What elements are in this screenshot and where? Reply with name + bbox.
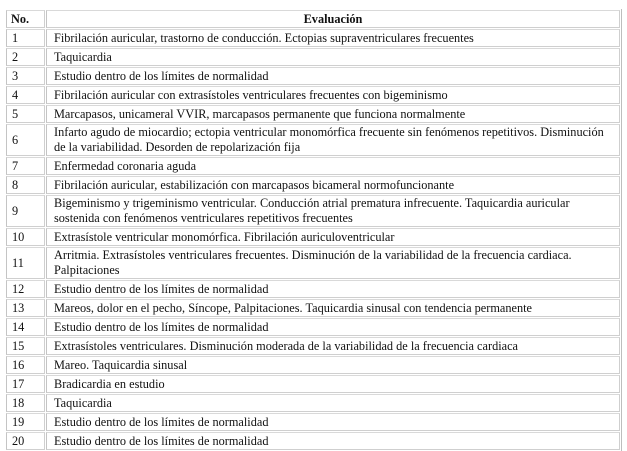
row-number: 6 bbox=[6, 124, 45, 156]
row-number: 15 bbox=[6, 337, 45, 355]
table-row bbox=[6, 413, 620, 431]
header-no: No. bbox=[6, 10, 45, 28]
row-evaluation: Extrasístoles ventriculares. Disminución moderada de la variabilidad de la frecuencia cardiaca bbox=[46, 337, 620, 355]
row-number: 16 bbox=[6, 356, 45, 374]
table-row bbox=[6, 247, 620, 279]
table-row bbox=[6, 195, 620, 227]
row-number: 11 bbox=[6, 247, 45, 279]
row-evaluation: Fibrilación auricular, estabilización con marcapasos bicameral normofuncionante bbox=[46, 176, 620, 194]
table-row bbox=[6, 280, 620, 298]
row-evaluation: Taquicardia bbox=[46, 394, 620, 412]
row-number: 12 bbox=[6, 280, 45, 298]
row-evaluation: Mareo. Taquicardia sinusal bbox=[46, 356, 620, 374]
row-number: 4 bbox=[6, 86, 45, 104]
row-evaluation: Fibrilación auricular, trastorno de conducción. Ectopias supraventriculares frecuentes bbox=[46, 29, 620, 47]
row-evaluation: Taquicardia bbox=[46, 48, 620, 66]
table-row bbox=[6, 432, 620, 450]
table-row bbox=[6, 105, 620, 123]
row-evaluation: Estudio dentro de los límites de normalidad bbox=[46, 280, 620, 298]
row-number: 14 bbox=[6, 318, 45, 336]
row-number: 17 bbox=[6, 375, 45, 393]
row-number: 9 bbox=[6, 195, 45, 227]
row-evaluation: Bigeminismo y trigeminismo ventricular. Conducción atrial prematura infrecuente. Taquicardia auricular sostenida con fenómenos ventriculares repetitivos frecuentes bbox=[46, 195, 620, 227]
table-row bbox=[6, 375, 620, 393]
row-evaluation: Infarto agudo de miocardio; ectopia ventricular monomórfica frecuente sin fenómenos repetitivos. Disminución de la variabilidad. Desorden de repolarización fija bbox=[46, 124, 620, 156]
header-evaluation: Evaluación bbox=[46, 10, 620, 28]
table-row bbox=[6, 337, 620, 355]
row-evaluation: Estudio dentro de los límites de normalidad bbox=[46, 67, 620, 85]
row-number: 13 bbox=[6, 299, 45, 317]
row-evaluation: Fibrilación auricular con extrasístoles ventriculares frecuentes con bigeminismo bbox=[46, 86, 620, 104]
row-number: 8 bbox=[6, 176, 45, 194]
row-evaluation: Enfermedad coronaria aguda bbox=[46, 157, 620, 175]
row-number: 18 bbox=[6, 394, 45, 412]
row-evaluation: Marcapasos, unicameral VVIR, marcapasos permanente que funciona normalmente bbox=[46, 105, 620, 123]
row-number: 1 bbox=[6, 29, 45, 47]
table-row bbox=[6, 299, 620, 317]
row-evaluation: Arritmia. Extrasístoles ventriculares frecuentes. Disminución de la variabilidad de la frecuencia cardiaca. Palpitaciones bbox=[46, 247, 620, 279]
row-number: 5 bbox=[6, 105, 45, 123]
row-evaluation: Extrasístole ventricular monomórfica. Fibrilación auriculoventricular bbox=[46, 228, 620, 246]
row-evaluation: Mareos, dolor en el pecho, Síncope, Palpitaciones. Taquicardia sinusal con tendencia permanente bbox=[46, 299, 620, 317]
table-header-row bbox=[6, 10, 620, 28]
row-number: 3 bbox=[6, 67, 45, 85]
table-row bbox=[6, 176, 620, 194]
table-body bbox=[6, 29, 620, 450]
evaluation-table-container bbox=[5, 9, 622, 451]
table-row bbox=[6, 86, 620, 104]
table-row bbox=[6, 356, 620, 374]
row-evaluation: Bradicardia en estudio bbox=[46, 375, 620, 393]
row-evaluation: Estudio dentro de los límites de normalidad bbox=[46, 318, 620, 336]
row-evaluation: Estudio dentro de los límites de normalidad bbox=[46, 432, 620, 450]
table-row bbox=[6, 124, 620, 156]
table-row bbox=[6, 318, 620, 336]
table-row bbox=[6, 394, 620, 412]
table-row bbox=[6, 157, 620, 175]
table-row bbox=[6, 228, 620, 246]
row-evaluation: Estudio dentro de los límites de normalidad bbox=[46, 413, 620, 431]
table-row bbox=[6, 48, 620, 66]
row-number: 19 bbox=[6, 413, 45, 431]
table-row bbox=[6, 67, 620, 85]
row-number: 7 bbox=[6, 157, 45, 175]
row-number: 20 bbox=[6, 432, 45, 450]
row-number: 2 bbox=[6, 48, 45, 66]
table-row bbox=[6, 29, 620, 47]
evaluation-table bbox=[5, 9, 622, 451]
row-number: 10 bbox=[6, 228, 45, 246]
